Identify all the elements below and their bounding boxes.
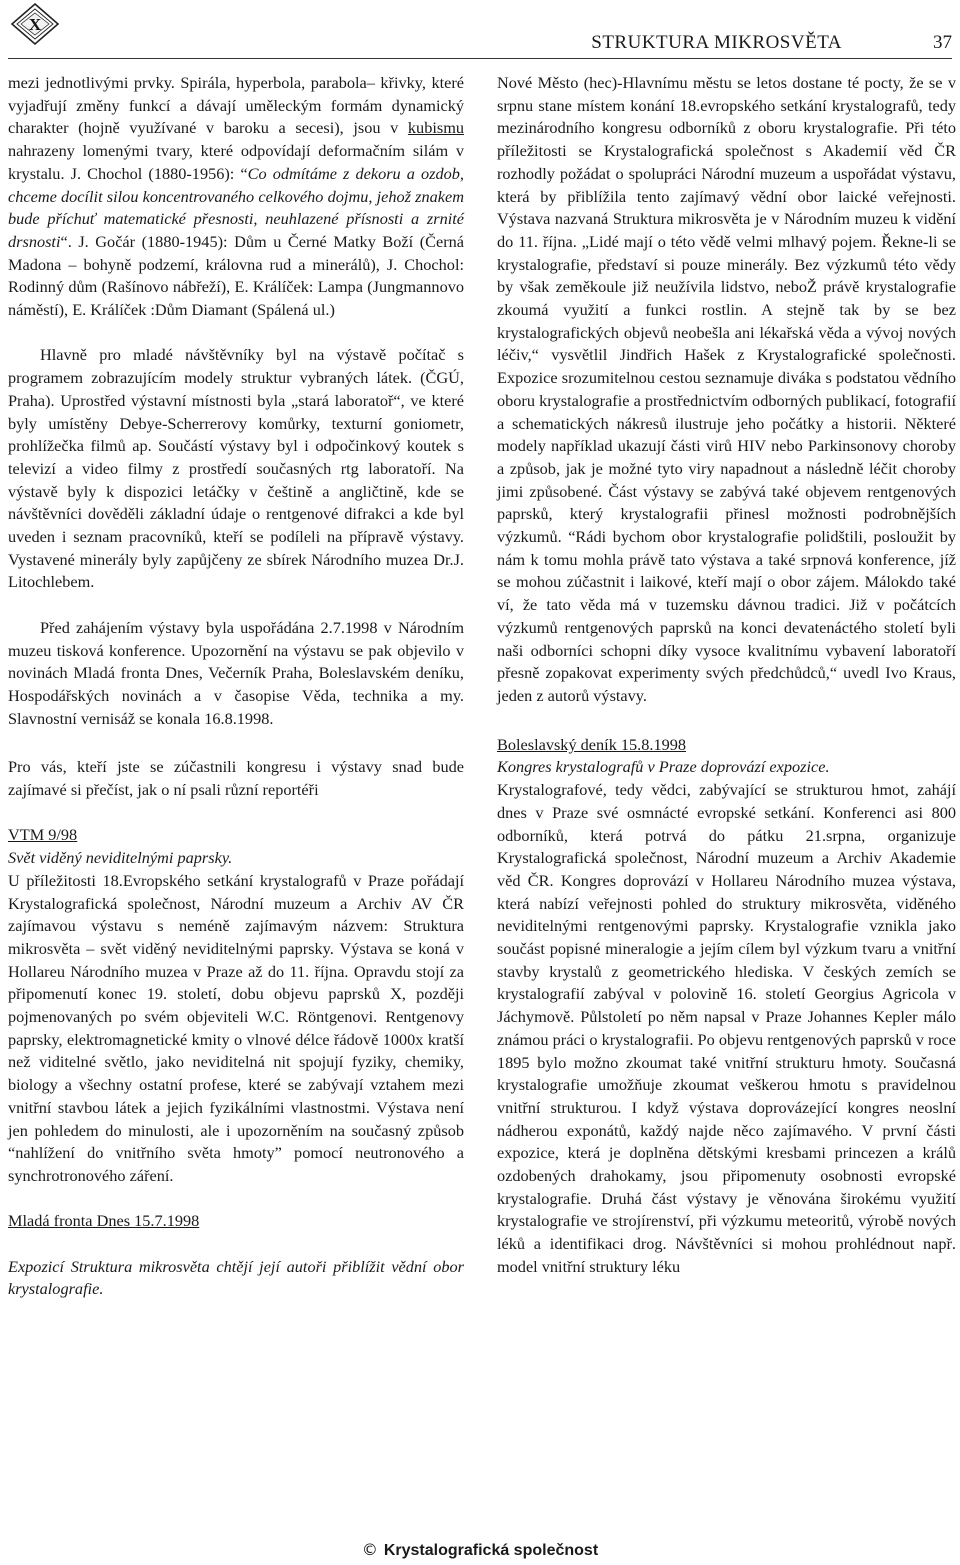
mfd-source: Mladá fronta Dnes 15.7.1998 — [8, 1211, 200, 1231]
left-paragraph-2: Hlavně pro mladé návštěvníky byl na výstavě počítač s programem zobrazujícím modely struktur vybraných látek. (ČGÚ, Praha). Uprostřed výstavní místnosti byla „stará laboratoř“, ve které byly umístěny Debye-Scherrerovy komůrky, texturní goniometr, prohlížečka filmů ap. Součástí výstavy byl i odpočinkový koutek s televizí a video filmy z prostředí současných rtg laboratoří. Na výstavě byly k dispozici letáčky v češtině a angličtině, kde se návštěvníci dověděli základní údaje o rentgenové difrakci a kde byl uveden i seznam pracovníků, kteří se podíleli na přípravě výstavy. Vystavené minerály byly zapůjčeny ze sbírek Národního muzea Dr.J. Litochlebem. — [8, 345, 464, 592]
page-number: 37 — [933, 32, 952, 53]
header-rule — [8, 58, 952, 59]
left-column — [8, 72, 464, 1301]
left-paragraph-3: Před zahájením výstavy byla uspořádána 2.7.1998 v Národním muzeu tisková konference. Upozornění na výstavu se pak objevilo v novinách Mladá fronta Dnes, Večerník Praha, Boleslavském deníku, Hospodářských novinách a v časopise Věda, technika a my. Slavnostní vernisáž se konala 16.8.1998. — [8, 617, 464, 728]
copyright-icon: © — [361, 1540, 378, 1559]
vtm-body: U příležitosti 18.Evropského setkání krystalografů v Praze pořádají Krystalografická společnost, Národní muzeum a Archiv AV ČR zajímavou výstavu s neméně zajímavým názvem: Struktura mikrosvěta – svět viděný neviditelnými paprsky. Výstava se koná v Hollareu Národního muzea v Praze až do 11. října. Opravdu stojí za připomenutí konec 19. století, dobu objevu paprsků X, později pojmenovaných po svém objeviteli W.C. Röntgenovi. Rentgenovy paprsky, elektromagnetické kmity o vlnové délce řádově 1000x kratší než viditelné světlo, jako neviditelná nit spojují fyziky, chemiky, biology a všechny ostatní profese, které se zabývají vztahem mezi vnitřní stavbou látek a jejich fyzikálními vlastnostmi. Výstava není jen pohledem do minulosti, ale i upozorněním na současný způsob “nahlížení do vnitřního světa hmoty” pomocí neutronového a synchrotronového záření. — [8, 870, 464, 1185]
vtm-source: VTM 9/98 — [8, 825, 78, 845]
footer-text: Krystalografická společnost — [383, 1542, 599, 1559]
bd-title: Kongres krystalografů v Praze doprovází expozice. — [497, 757, 830, 777]
running-title: STRUKTURA MIKROSVĚTA — [591, 32, 842, 53]
page-header — [0, 0, 960, 66]
bd-body: Krystalografové, tedy vědci, zabývající se strukturou hmot, zahájí dnes v Praze své osmnácté evropské setkání. Konferenci asi 800 odborníků, která potrvá do pátku 21.srpna, organizuje Krystalografická společnost, Národní muzeum a Archiv Akademie věd ČR. Kongres doprovází v Hollareu Národního muzea výstava, která nabízí veřejnosti pohled do struktury mikrosvěta, viděného neviditelnými rentgenovými paprsky. Krystalografie vznikla jako součást popisné mineralogie a jejím cílem byl výzkum tvaru a vnitřní stavby krystalů z geometrického hlediska. V českých zemích se krystalografií zabýval v polovině 16. století Georgius Agricola v Jáchymově. Půlstoletí po něm napsal v Praze Johannes Kepler málo známou práci o krystalografii. Po objevu rentgenových paprsků v roce 1895 bylo možno zkoumat také vnitřní strukturu hmoty. Současná krystalografie umožňuje zkoumat veškerou hmotu s pravidelnou vnitřní strukturou. I když výstava doprovázející kongres neoslní nádherou exponátů, každý najde něco zajímavého. V první části expozice, která je doplněna dětskými kresbami princezen a králů ozdobených drahokamy, jsou připomenuty osobnosti evropské krystalografie. Druhá část výstavy je věnována širokému využití krystalografie ve strojírenství, při výzkumu meteoritů, výrobě nových léků a identifikaci drog. Návštěvníci si mohou prohlédnout např. model vnitřní struktury léku — [497, 780, 956, 1276]
right-column — [497, 72, 956, 1279]
right-paragraph-1: Nové Město (hec)-Hlavnímu městu se letos dostane té pocty, že se v srpnu stane místem konání 18.evropského setkání krystalografů, tedy mezinárodního kongresu odborníků z oboru krystalografie. Při této příležitosti se Krystalografická společnost s Akademií věd ČR rozhodly požádat o spolupráci Národní muzeum a uspořádat výstavu, která by přiblížila tento zajímavý vědní obor laické veřejnosti. Výstava nazvaná Struktura mikrosvěta je v Národním muzeu k vidění do 11. října. „Lidé mají o této vědě velmi mlhavý pojem. Řekne-li se krystalografie, představí si pouze minerály. Bez výzkumů této vědy by však zeměkoule již neužívila lidstvo, neboŽ právě krystalografie zkoumá využití a funkci rostlin. A stejně tak by se bez krystalografických objevů neobešla ani lékařská věda a vývoj nových léčiv,“ vysvětlil Jindřich Hašek z Krystalografické společnosti. Expozice srozumitelnou cestou seznamuje diváka s podstatou vědního oboru krystalografie a prostřednictvím odborných publikací, fotografií a schematických nákresů ilustruje jeho počátky a historii. Některé modely například ukazují části virů HIV nebo Parkinsonovy choroby a způsob, jak je možné tyto viry napadnout a následně léčit choroby jimi způsobené. Část výstavy se zabývá také objevem rentgenových paprsků, který krystalografii přinesl možnosti podrobnějších výzkumů. “Rádi bychom obor krystalografie polidštili, posloužit by nám k tomu mohla právě tato výstava a také srpnová konference, jíž se mohou zúčastnit i laikové, kteří mají o obor zájem. Málokdo také ví, že tato věda má v tuzemsku dávnou tradici. Již v počátcích výzkumů rentgenových paprsků na konci devatenáctého století byli naši odborníci schopni díky vysoce kvalitnímu vybavení laboratoří přesně zopakovat experimenty svých předchůdců,“ uvedl Ivo Kraus, jeden z autorů výstavy. — [497, 73, 956, 705]
left-paragraph-1: mezi jednotlivými prvky. Spirála, hyperbola, parabola– křivky, které vyjadřují změny funkcí a dávají uměleckým formám dynamický charakter (hojně využívané v baroku a secesi), jsou v kubismu nahrazeny lomenými tvary, které odpovídají deformačním silám v krystalu. J. Chochol (1880-1956): “Co odmítáme z dekoru a ozdob, chceme docílit silou koncentrovaného celkového dojmu, jehož znakem bude příchuť matematické přesnosti, neuhlazené přísnosti a zrnité drsnosti“. J. Gočár (1880-1945): Dům u Černé Matky Boží (Černá Madona – bohyně podzemí, královna rud a minerálů), J. Chochol: Rodinný dům (Rašínovo nábřeží), E. Králíček: Lampa (Jungmannovo náměstí), E. Králíček :Dům Diamant (Spálená ul.) — [8, 73, 464, 320]
logo-letter: X — [28, 15, 42, 34]
crystal-logo-icon — [10, 2, 60, 46]
chochol-quote: Co odmítáme z dekoru a ozdob, chceme docílit silou koncentrovaného celkového dojmu, jehož znakem bude příchuť matematické přesnosti, neuhlazené přísnosti a zrnité drsnosti — [8, 163, 464, 251]
page-footer — [0, 1540, 960, 1560]
bd-source: Boleslavský deník 15.8.1998 — [497, 734, 687, 754]
vtm-title: Svět viděný neviditelnými paprsky. — [8, 848, 233, 868]
left-paragraph-4: Pro vás, kteří jste se zúčastnili kongresu i výstavy snad bude zajímavé si přečíst, jak o ní psali různí reportéři — [8, 757, 464, 800]
kubismus-word: kubismu — [407, 118, 464, 138]
mfd-title: Expozicí Struktura mikrosvěta chtějí její autoři přiblížit vědní obor krystalografie. — [8, 1256, 464, 1299]
